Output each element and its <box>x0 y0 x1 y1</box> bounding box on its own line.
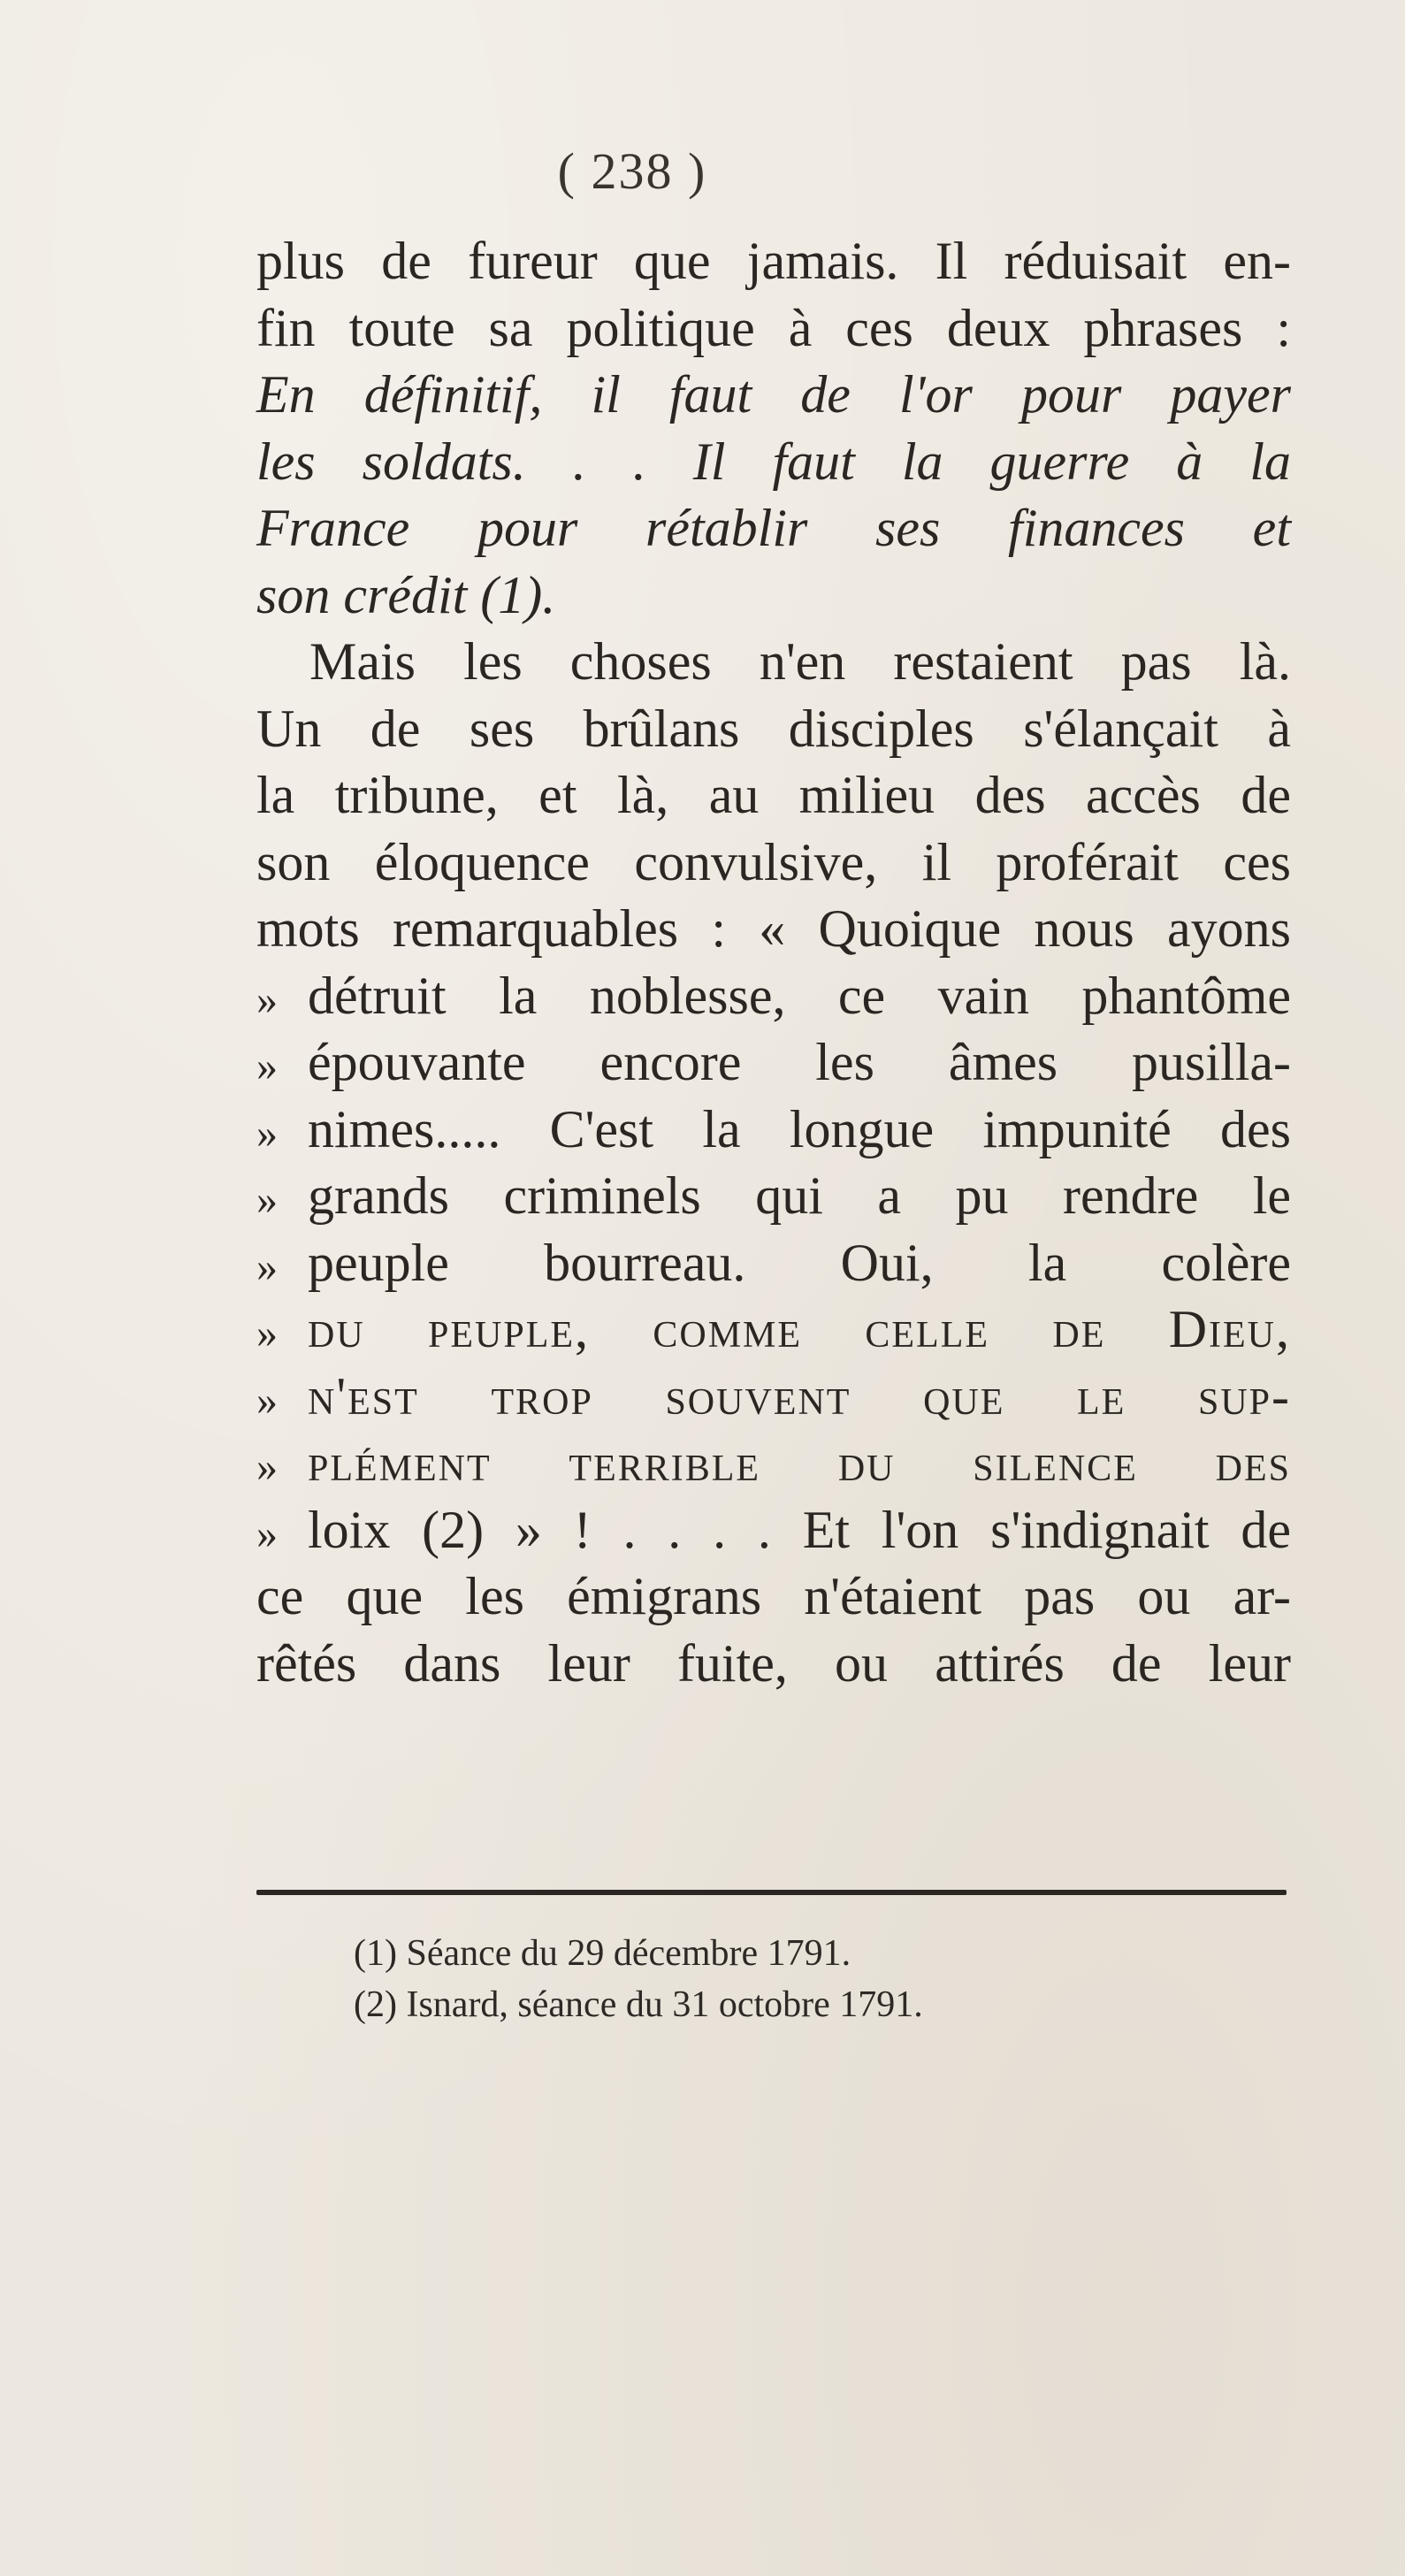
quoted-line <box>256 1497 1291 1564</box>
line-text: épouvante encore les âmes pusilla- <box>308 1033 1291 1091</box>
line-text: loix (2) » ! . . . . Et l'on s'indignait de <box>308 1500 1291 1559</box>
quote-mark: » <box>256 1443 278 1490</box>
text-line <box>256 495 1291 562</box>
text-line <box>256 896 1291 963</box>
text-line <box>256 429 1291 496</box>
quoted-line <box>256 1029 1291 1097</box>
line-text: n'est trop souvent que le sup- <box>308 1366 1291 1426</box>
page-number: ( 238 ) <box>557 142 707 200</box>
quoted-line <box>256 1097 1291 1164</box>
paragraph-start-line <box>256 629 1291 696</box>
line-text: Un de ses brûlans disciples s'élançait à <box>256 699 1291 758</box>
line-text: France pour rétablir ses finances et <box>256 499 1291 557</box>
quote-mark: » <box>256 1310 278 1357</box>
quote-mark: » <box>256 1043 278 1089</box>
quote-mark: » <box>256 1242 278 1290</box>
footnote-separator-rule <box>256 1890 1287 1895</box>
line-text: détruit la noblesse, ce vain phantôme <box>308 966 1291 1025</box>
footnotes <box>354 1928 1238 2030</box>
quoted-line <box>256 1296 1291 1364</box>
quote-mark: » <box>256 1510 278 1557</box>
quote-mark: » <box>256 1176 278 1223</box>
footnote: (1) Séance du 29 décembre 1791. <box>354 1933 851 1974</box>
text-line <box>256 295 1291 363</box>
line-text: plément terrible du silence des <box>308 1433 1291 1492</box>
line-text: la tribune, et là, au milieu des accès de <box>256 766 1291 824</box>
text-line <box>256 1563 1291 1631</box>
line-text: grands criminels qui a pu rendre le <box>308 1166 1291 1225</box>
quote-mark: » <box>256 1109 278 1157</box>
line-text: plus de fureur que jamais. Il réduisait en- <box>256 232 1291 290</box>
text-line <box>256 696 1291 763</box>
quote-mark: » <box>256 975 278 1023</box>
line-text: les soldats. . . Il faut la guerre à la <box>256 432 1291 491</box>
quoted-line <box>256 1230 1291 1297</box>
quoted-line <box>256 963 1291 1030</box>
text-line <box>256 829 1291 897</box>
line-text: Mais les choses n'en restaient pas là. <box>309 632 1291 691</box>
quoted-line <box>256 1430 1291 1497</box>
text-line <box>256 1631 1291 1698</box>
quoted-line <box>256 1163 1291 1230</box>
line-text: mots remarquables : « Quoique nous ayons <box>256 899 1291 958</box>
line-text: ce que les émigrans n'étaient pas ou ar- <box>256 1567 1291 1625</box>
line-text: du peuple, comme celle de Dieu, <box>308 1300 1291 1358</box>
text-line <box>256 562 1291 630</box>
line-text: peuple bourreau. Oui, la colère <box>308 1233 1291 1292</box>
line-text: rêtés dans leur fuite, ou attirés de leur <box>256 1633 1291 1693</box>
line-text: nimes..... C'est la longue impunité des <box>308 1099 1291 1158</box>
line-text: fin toute sa politique à ces deux phrases : <box>256 298 1291 357</box>
line-text: En définitif, il faut de l'or pour payer <box>256 365 1291 424</box>
body-text <box>256 228 1291 1697</box>
text-line <box>256 762 1291 829</box>
quoted-line <box>256 1364 1291 1431</box>
text-line <box>256 228 1291 295</box>
footnote: (2) Isnard, séance du 31 octobre 1791. <box>354 1984 923 2025</box>
line-text: son éloquence convulsive, il proférait ces <box>256 832 1291 891</box>
quote-mark: » <box>256 1376 278 1424</box>
text-line <box>256 362 1291 429</box>
line-text: son crédit (1). <box>256 565 556 624</box>
